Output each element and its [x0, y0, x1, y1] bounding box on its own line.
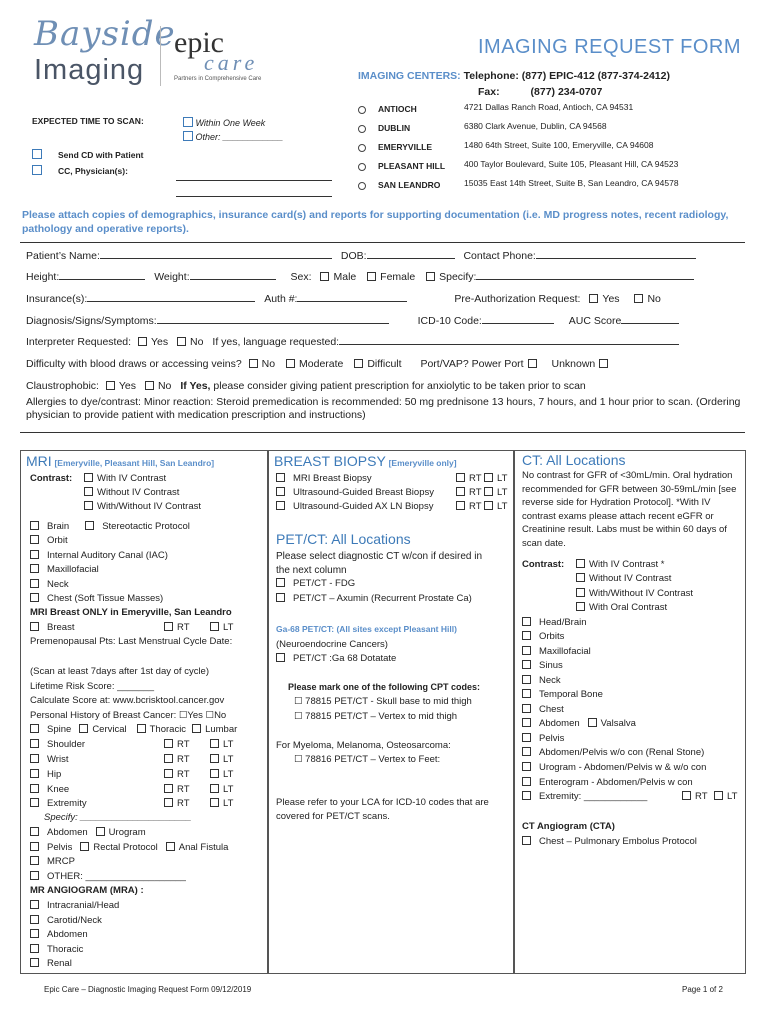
ct-contrast-label: Contrast:	[522, 559, 565, 570]
biopsy-item[interactable]: Ultrasound-Guided Breast Biopsy	[276, 487, 434, 498]
joint-rt[interactable]: RT	[164, 739, 190, 750]
patient-row-6: Difficulty with blood draws or accessing veins? No Moderate Difficult Port/VAP? Power Port Unknown	[26, 358, 612, 370]
mri-without-contrast[interactable]: Without IV Contrast	[84, 487, 179, 498]
attach-note: Please attach copies of demographics, insurance card(s) and reports for supporting documentation (i.e. MD progress notes, recent radiology, pathology and operative reports).	[22, 209, 729, 235]
mra-item[interactable]: Carotid/Neck	[30, 915, 102, 926]
ct-item[interactable]: Chest	[522, 704, 564, 715]
male-checkbox[interactable]	[320, 272, 329, 281]
patient-name-field[interactable]	[100, 258, 332, 259]
mra-item[interactable]: Thoracic	[30, 944, 83, 955]
cpt-title: Please mark one of the following CPT codes:	[288, 682, 481, 692]
centers-label: IMAGING CENTERS:	[358, 70, 461, 82]
patient-row-3: Insurance(s): Auth #: Pre-Authorization Request: Yes No	[26, 293, 661, 305]
cc-line-2[interactable]	[176, 196, 332, 197]
petct-instruction: Please select diagnostic CT w/con if desired in the next column	[276, 551, 483, 576]
send-cd-option[interactable]: Send CD with Patient	[32, 149, 143, 160]
ct-item[interactable]: Temporal Bone	[522, 689, 603, 700]
ct-item[interactable]: Urogram - Abdomen/Pelvis w & w/o con	[522, 762, 706, 773]
mri-with-without-contrast[interactable]: With/Without IV Contrast	[84, 501, 201, 512]
interpreter-yes-checkbox[interactable]	[138, 337, 147, 346]
biopsy-lt[interactable]: LT	[484, 501, 507, 512]
mri-joint[interactable]: Hip	[30, 769, 61, 780]
joint-rt[interactable]: RT	[164, 798, 190, 809]
joint-lt[interactable]: LT	[210, 754, 233, 765]
fax-number: (877) 234-0707	[530, 86, 603, 98]
mri-spine[interactable]: Spine Cervical Thoracic Lumbar	[30, 724, 237, 735]
personal-history[interactable]: Personal History of Breast Cancer: ☐Yes ☐No	[30, 710, 227, 721]
bayside-logo-text: Bayside	[34, 14, 176, 54]
within-week-option[interactable]: Within One Week	[183, 117, 265, 128]
biopsy-lt[interactable]: LT	[484, 487, 507, 498]
mri-pelvis[interactable]: Pelvis Rectal Protocol Anal Fistula	[30, 842, 228, 853]
auc-score-field[interactable]	[621, 323, 679, 324]
icd10-field[interactable]	[482, 323, 554, 324]
ct-with-contrast[interactable]: With IV Contrast *	[576, 559, 665, 570]
mri-breast[interactable]: Breast	[30, 622, 74, 633]
claustro-yes-checkbox[interactable]	[106, 381, 115, 390]
mri-joint[interactable]: Shoulder	[30, 739, 85, 750]
mri-breast-only-label: MRI Breast ONLY in Emeryville, San Leandro	[30, 607, 232, 618]
fax-label: Fax:	[478, 86, 500, 98]
joint-rt[interactable]: RT	[164, 784, 190, 795]
ct-item[interactable]: Enterogram - Abdomen/Pelvis w con	[522, 777, 693, 788]
logo-divider	[160, 26, 161, 86]
patient-row-4: Diagnosis/Signs/Symptoms: ICD-10 Code: AUC Score	[26, 315, 679, 327]
height-field[interactable]	[59, 279, 145, 280]
unknown-checkbox[interactable]	[599, 359, 608, 368]
imaging-logo-text: Imaging	[34, 54, 145, 86]
ct-extremity-lt[interactable]: LT	[714, 791, 737, 802]
other-option[interactable]: Other: ____________	[183, 131, 283, 142]
specify-sex-checkbox[interactable]	[426, 272, 435, 281]
ct-item[interactable]: Orbits	[522, 631, 564, 642]
mra-item[interactable]: Intracranial/Head	[30, 900, 119, 911]
mra-item[interactable]: Renal	[30, 958, 72, 969]
cta-item[interactable]: Chest – Pulmonary Embolus Protocol	[522, 836, 697, 847]
form-title: IMAGING REQUEST FORM	[478, 36, 741, 58]
biopsy-lt[interactable]: LT	[484, 473, 507, 484]
female-checkbox[interactable]	[367, 272, 376, 281]
ct-item[interactable]: Pelvis	[522, 733, 564, 744]
difficulty-difficult-checkbox[interactable]	[354, 359, 363, 368]
epic-logo-text: epic	[174, 26, 224, 59]
mri-other[interactable]: OTHER: ___________________	[30, 871, 186, 882]
patient-row-2: Height: Weight: Sex: Male Female Specify:	[26, 271, 694, 283]
biopsy-rt[interactable]: RT	[456, 501, 482, 512]
lca-note: Please refer to your LCA for ICD-10 codes that are covered for PET/CT scans.	[276, 797, 489, 822]
preauth-yes-checkbox[interactable]	[589, 294, 598, 303]
patient-row-7: Claustrophobic: Yes No If Yes, please consider giving patient prescription for anxiolytic to be taken prior to scan	[26, 380, 586, 392]
ct-title: CT: All Locations	[522, 452, 626, 468]
mri-joint[interactable]: Wrist	[30, 754, 68, 765]
mri-brain[interactable]: Brain Stereotactic Protocol	[30, 521, 190, 532]
mri-breast-rt[interactable]: RT	[164, 622, 190, 633]
diagnosis-field[interactable]	[157, 323, 389, 324]
mri-breast-lt[interactable]: LT	[210, 622, 233, 633]
port-checkbox[interactable]	[528, 359, 537, 368]
auth-field[interactable]	[297, 301, 407, 302]
claustro-no-checkbox[interactable]	[145, 381, 154, 390]
language-field[interactable]	[339, 344, 679, 345]
cc-physician-option[interactable]: CC, Physician(s):	[32, 165, 128, 176]
footer-page-number: Page 1 of 2	[682, 985, 723, 994]
ga68-title: Ga-68 PET/CT: (All sites except Pleasant Hill)	[276, 624, 457, 634]
mri-item[interactable]: Orbit	[30, 535, 68, 546]
fax-line	[478, 86, 602, 98]
ct-with-without-contrast[interactable]: With/Without IV Contrast	[576, 588, 693, 599]
biopsy-item[interactable]: Ultrasound-Guided AX LN Biopsy	[276, 501, 433, 512]
joint-lt[interactable]: LT	[210, 784, 233, 795]
lifetime-risk[interactable]: Lifetime Risk Score: _______	[30, 681, 155, 692]
difficulty-no-checkbox[interactable]	[249, 359, 258, 368]
mra-title: MR ANGIOGRAM (MRA) :	[30, 885, 144, 896]
mri-joint[interactable]: Knee	[30, 784, 69, 795]
petct-axumin[interactable]: PET/CT – Axumin (Recurrent Prostate Ca)	[276, 593, 472, 604]
joint-lt[interactable]: LT	[210, 739, 233, 750]
patient-row-1: Patient’s Name: DOB: Contact Phone:	[26, 250, 696, 262]
breast-biopsy-header: BREAST BIOPSY [Emeryville only]	[274, 453, 457, 469]
myeloma-label: For Myeloma, Melanoma, Osteosarcoma:	[276, 740, 451, 751]
ct-abdomen[interactable]: Abdomen Valsalva	[522, 718, 636, 729]
calculate-score-link[interactable]: Calculate Score at: www.bcrisktool.cancer.gov	[30, 695, 225, 706]
cpt-vertex-mid-thigh[interactable]: ☐ 78815 PET/CT – Vertex to mid thigh	[294, 711, 458, 722]
petct-title: PET/CT: All Locations	[276, 531, 411, 547]
biopsy-item[interactable]: MRI Breast Biopsy	[276, 473, 372, 484]
interpreter-no-checkbox[interactable]	[177, 337, 186, 346]
ct-extremity[interactable]: Extremity: ____________	[522, 791, 647, 802]
ct-note: No contrast for GFR of <30mL/min. Oral hydration recommended for GFR between 30-59mL/min [see reverse side for Hydration Protocol]. *With IV contrast exams please attach recent eGFR or Creatinine result. Labs must be within 60 days of scan date.	[522, 470, 737, 549]
dob-field[interactable]	[367, 258, 455, 259]
divider	[20, 242, 745, 243]
weight-field[interactable]	[190, 279, 276, 280]
mri-item[interactable]: Chest (Soft Tissue Masses)	[30, 593, 163, 604]
cta-title: CT Angiogram (CTA)	[522, 821, 615, 832]
footer-form-info: Epic Care – Diagnostic Imaging Request Form 09/12/2019	[44, 985, 252, 994]
insurance-field[interactable]	[87, 301, 255, 302]
mri-item[interactable]: Maxillofacial	[30, 564, 99, 575]
ct-item[interactable]: Neck	[522, 675, 561, 686]
specify-sex-field[interactable]	[476, 279, 694, 280]
mri-specify[interactable]: Specify: _____________________	[44, 812, 192, 823]
telephone: Telephone: (877) EPIC-412 (877-374-2412)	[463, 70, 670, 82]
centers-header	[358, 70, 670, 82]
mri-item[interactable]: Internal Auditory Canal (IAC)	[30, 550, 168, 561]
cpt-skull-mid-thigh[interactable]: ☐ 78815 PET/CT - Skull base to mid thigh	[294, 696, 472, 707]
mri-header: MRI [Emeryville, Pleasant Hill, San Leandro]	[26, 453, 215, 469]
joint-lt[interactable]: LT	[210, 769, 233, 780]
mri-contrast-label: Contrast:	[30, 473, 73, 484]
difficulty-moderate-checkbox[interactable]	[286, 359, 295, 368]
cpt-vertex-feet[interactable]: ☐ 78816 PET/CT – Vertex to Feet:	[294, 754, 441, 765]
mri-mrcp[interactable]: MRCP	[30, 856, 75, 867]
patient-row-5: Interpreter Requested: Yes No If yes, language requested:	[26, 336, 679, 348]
ct-item[interactable]: Abdomen/Pelvis w/o con (Renal Stone)	[522, 747, 704, 758]
care-logo-text: care	[204, 50, 259, 75]
petct-fdg[interactable]: PET/CT - FDG	[276, 578, 355, 589]
divider	[20, 432, 745, 433]
ct-extremity-rt[interactable]: RT	[682, 791, 708, 802]
ct-item[interactable]: Maxillofacial	[522, 646, 591, 657]
mri-abdomen[interactable]: Abdomen Urogram	[30, 827, 146, 838]
cc-line-1[interactable]	[176, 180, 332, 181]
ct-item[interactable]: Sinus	[522, 660, 563, 671]
ct-without-contrast[interactable]: Without IV Contrast	[576, 573, 671, 584]
mri-item[interactable]: Neck	[30, 579, 69, 590]
scan-timing-note: (Scan at least 7days after 1st day of cycle)	[30, 666, 210, 677]
allergies-note: Allergies to dye/contrast: Minor reaction: Steroid premedication is recommended: 50 mg prednisone 13 hours, 7 hours, and 1 hour prior to scan. (Ordering physician to provide patient with medication prescription and instructions)	[26, 396, 741, 421]
biopsy-rt[interactable]: RT	[456, 487, 482, 498]
tagline: Partners in Comprehensive Care	[174, 76, 262, 82]
expected-time-label: EXPECTED TIME TO SCAN:	[32, 116, 144, 126]
ct-item[interactable]: Head/Brain	[522, 617, 587, 628]
joint-rt[interactable]: RT	[164, 769, 190, 780]
premenopausal-label: Premenopausal Pts: Last Menstrual Cycle Date:	[30, 636, 233, 647]
ga68-item[interactable]: PET/CT :Ga 68 Dotatate	[276, 653, 396, 664]
mra-item[interactable]: Abdomen	[30, 929, 88, 940]
neuroendocrine-label: (Neuroendocrine Cancers)	[276, 639, 388, 650]
preauth-no-checkbox[interactable]	[634, 294, 643, 303]
ct-oral-contrast[interactable]: With Oral Contrast	[576, 602, 667, 613]
joint-lt[interactable]: LT	[210, 798, 233, 809]
biopsy-rt[interactable]: RT	[456, 473, 482, 484]
mri-joint[interactable]: Extremity	[30, 798, 87, 809]
joint-rt[interactable]: RT	[164, 754, 190, 765]
contact-phone-field[interactable]	[536, 258, 696, 259]
mri-with-contrast[interactable]: With IV Contrast	[84, 473, 166, 484]
